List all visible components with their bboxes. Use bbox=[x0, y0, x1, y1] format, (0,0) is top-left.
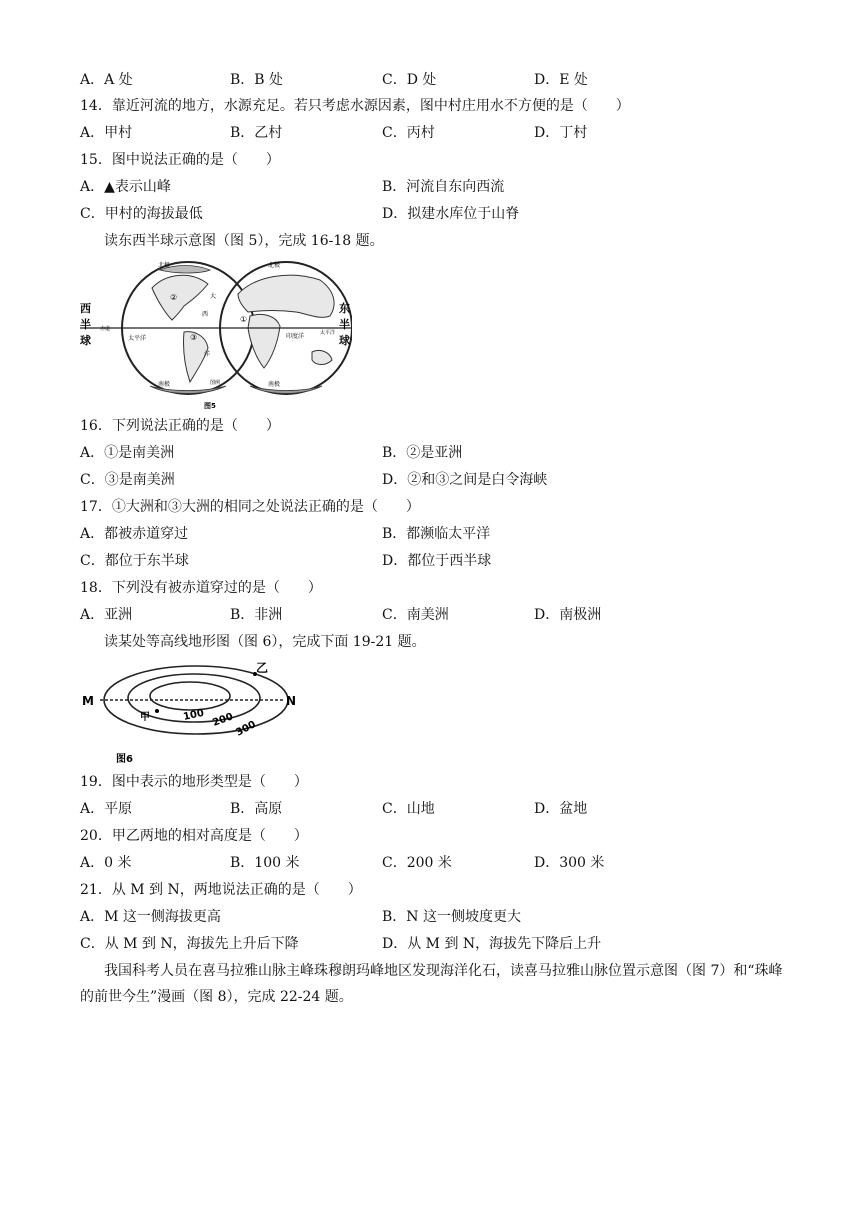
q16-option-c: C．③是南美洲 bbox=[80, 472, 175, 488]
q13-option-b: B．B 处 bbox=[230, 72, 284, 88]
fig6-contour-100: 100 bbox=[182, 707, 206, 723]
q15-option-a: A．▲表示山峰 bbox=[80, 179, 171, 195]
intro-fig6: 读某处等高线地形图（图 6），完成下面 19-21 题。 bbox=[104, 634, 426, 650]
fig5-atl-2: 西 bbox=[202, 311, 209, 318]
fig5-pacific: 太平洋 bbox=[128, 335, 147, 342]
fig5-marker-3: ③ bbox=[190, 333, 198, 342]
fig5-atl-1: 大 bbox=[210, 293, 217, 300]
q15-option-b: B．河流自东向西流 bbox=[382, 179, 505, 195]
fig5-west-label-1: 西 bbox=[80, 302, 91, 315]
fig5-west-north: 北极 bbox=[158, 262, 171, 269]
fig5-west-label-3: 球 bbox=[80, 334, 91, 347]
q18-stem: 18．下列没有被赤道穿过的是（ ） bbox=[80, 580, 322, 596]
q14-option-b: B．乙村 bbox=[230, 125, 283, 141]
fig5-atl-3: 洋 bbox=[204, 351, 211, 358]
q20-stem: 20．甲乙两地的相对高度是（ ） bbox=[80, 828, 308, 844]
q15-option-d: D．拟建水库位于山脊 bbox=[382, 206, 520, 222]
q20-option-c: C．200 米 bbox=[382, 855, 452, 871]
fig6-jia: 甲 bbox=[140, 712, 150, 723]
q20-option-a: A．0 米 bbox=[80, 855, 132, 871]
fig5-east-label-1: 东 bbox=[339, 302, 350, 315]
q19-option-c: C．山地 bbox=[382, 801, 435, 817]
fig5-east-south: 南极 bbox=[268, 381, 281, 388]
fig5-marker-1: ① bbox=[240, 315, 248, 324]
fig5-legend: 图例 bbox=[210, 380, 221, 386]
q18-option-a: A．亚洲 bbox=[80, 607, 133, 623]
fig5-marker-2: ② bbox=[170, 293, 178, 302]
q13-option-a: A．A 处 bbox=[80, 72, 133, 88]
q17-option-c: C．都位于东半球 bbox=[80, 553, 189, 569]
q14-stem: 14．靠近河流的地方，水源充足。若只考虑水源因素，图中村庄用水不方便的是（ ） bbox=[80, 98, 630, 114]
q16-option-b: B．②是亚洲 bbox=[382, 445, 463, 461]
q19-option-a: A．平原 bbox=[80, 801, 133, 817]
q17-option-a: A．都被赤道穿过 bbox=[80, 526, 189, 542]
q17-option-b: B．都濒临太平洋 bbox=[382, 526, 491, 542]
fig5-caption: 图5 bbox=[204, 402, 216, 410]
q21-option-d: D．从 M 到 N，海拔先下降后上升 bbox=[382, 936, 602, 952]
q21-option-c: C．从 M 到 N，海拔先上升后下降 bbox=[80, 936, 299, 952]
fig5-east-label-2: 半 bbox=[339, 318, 350, 331]
q19-stem: 19．图中表示的地形类型是（ ） bbox=[80, 774, 308, 790]
q14-option-d: D．丁村 bbox=[534, 125, 588, 141]
fig5-east-label-3: 球 bbox=[339, 334, 350, 347]
q18-option-c: C．南美洲 bbox=[382, 607, 449, 623]
q14-option-a: A．甲村 bbox=[80, 125, 133, 141]
q17-stem: 17．①大洲和③大洲的相同之处说法正确的是（ ） bbox=[80, 499, 420, 515]
fig5-west-south: 南极 bbox=[158, 381, 171, 388]
q19-option-d: D．盆地 bbox=[534, 801, 588, 817]
fig5-west-label-2: 半 bbox=[80, 318, 91, 331]
q21-stem: 21．从 M 到 N，两地说法正确的是（ ） bbox=[80, 882, 362, 898]
q14-option-c: C．丙村 bbox=[382, 125, 435, 141]
fig6-contour-200: 200 bbox=[211, 711, 235, 729]
q18-option-b: B．非洲 bbox=[230, 607, 283, 623]
q13-option-d: D．E 处 bbox=[534, 72, 588, 88]
fig5-equator: 赤道 bbox=[100, 326, 111, 332]
fig6-contour-300: 300 bbox=[234, 719, 258, 739]
q17-option-d: D．都位于西半球 bbox=[382, 553, 492, 569]
figure-6-contour bbox=[80, 656, 300, 768]
q16-stem: 16．下列说法正确的是（ ） bbox=[80, 418, 280, 434]
q20-option-b: B．100 米 bbox=[230, 855, 300, 871]
figure-5-hemispheres bbox=[80, 254, 352, 412]
q15-stem: 15．图中说法正确的是（ ） bbox=[80, 152, 280, 168]
fig5-east-pacific: 太平洋 bbox=[320, 330, 336, 336]
q16-option-a: A．①是南美洲 bbox=[80, 445, 175, 461]
fig6-m: M bbox=[82, 694, 94, 708]
q21-option-b: B．N 这一侧坡度更大 bbox=[382, 909, 521, 925]
q19-option-b: B．高原 bbox=[230, 801, 283, 817]
fig6-caption: 图6 bbox=[116, 754, 133, 765]
q16-option-d: D．②和③之间是白令海峡 bbox=[382, 472, 548, 488]
fig6-yi: 乙 bbox=[256, 661, 269, 675]
q15-option-c: C．甲村的海拔最低 bbox=[80, 206, 203, 222]
q13-option-c: C．D 处 bbox=[382, 72, 437, 88]
fig6-n: N bbox=[286, 694, 297, 708]
q21-option-a: A．M 这一侧海拔更高 bbox=[80, 909, 221, 925]
fig5-east-north: 北极 bbox=[268, 262, 281, 269]
q20-option-d: D．300 米 bbox=[534, 855, 605, 871]
intro-fig7-8: 我国科考人员在喜马拉雅山脉主峰珠穆朗玛峰地区发现海洋化石，读喜马拉雅山脉位置示意图（图 7）和“珠峰的前世今生”漫画（图 8），完成 22-24 题。 bbox=[80, 963, 783, 1005]
q18-option-d: D．南极洲 bbox=[534, 607, 602, 623]
fig5-indian: 印度洋 bbox=[286, 333, 305, 340]
intro-fig5: 读东西半球示意图（图 5），完成 16-18 题。 bbox=[104, 233, 384, 249]
